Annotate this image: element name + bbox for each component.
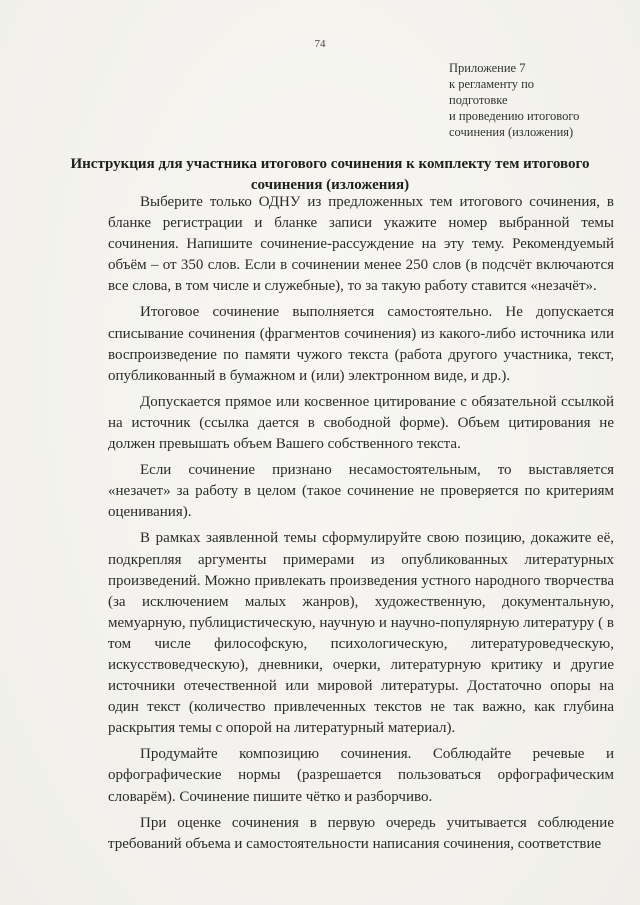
page-number: 74 [314, 38, 326, 50]
appendix-note [449, 60, 619, 140]
appendix-line: Приложение 7 [449, 61, 526, 75]
paragraph: При оценке сочинения в первую очередь учитывается соблюдение требований объема и самостоятельности написания сочинения, соответствие [108, 814, 614, 852]
paragraph: Допускается прямое или косвенное цитирование с обязательной ссылкой на источник (ссылка дается в свободной форме). Объем цитирования не должен превышать объем Вашего собственного текста. [108, 393, 614, 453]
appendix-line: к регламенту по [449, 77, 535, 91]
appendix-line: сочинения (изложения) [449, 125, 574, 139]
paragraph: Продумайте композицию сочинения. Соблюдайте речевые и орфографические нормы (разрешается пользоваться орфографическим словарём). Сочинение пишите чётко и разборчиво. [108, 746, 614, 805]
paragraph: В рамках заявленной темы сформулируйте свою позицию, докажите её, подкрепляя аргументы примерами из опубликованных литературных произведений. Можно привлекать произведения устного народного творчества (за исключением малых жанров), художественную, документальную, мемуарную, публицистическую, научную и научно-популярную литературу ( в том числе философскую, психологическую, литературоведческую, искусствоведческую), дневники, очерки, литературную критику и другие источники отечественной или мировой литературы. Достаточно опоры на один текст (количество привлеченных текстов не так важно, как глубина раскрытия темы с опорой на литературный материал). [108, 530, 614, 737]
document-body [108, 192, 614, 860]
document-title: Инструкция для участника итогового сочинения к комплекту тем итогового сочинения (изложения) [70, 156, 590, 193]
paragraph: Выберите только ОДНУ из предложенных тем итогового сочинения, в бланке регистрации и бланке записи укажите номер выбранной темы сочинения. Напишите сочинение-рассуждение на эту тему. Рекомендуемый объём – от 350 слов. Если в сочинении менее 250 слов (в подсчёт включаются все слова, в том числе и служебные), то за такую работу ставится «незачёт». [108, 194, 614, 295]
appendix-line: подготовке [449, 93, 508, 107]
paragraph: Если сочинение признано несамостоятельным, то выставляется «незачет» за работу в целом (такое сочинение не проверяется по критериям оценивания). [108, 462, 614, 521]
paragraph: Итоговое сочинение выполняется самостоятельно. Не допускается списывание сочинения (фрагментов сочинения) из какого-либо источника или воспроизведение по памяти чужого текста (работа другого участника, текст, опубликованный в бумажном и (или) электронном виде, и др.). [108, 304, 614, 384]
appendix-line: и проведению итогового [449, 109, 580, 123]
